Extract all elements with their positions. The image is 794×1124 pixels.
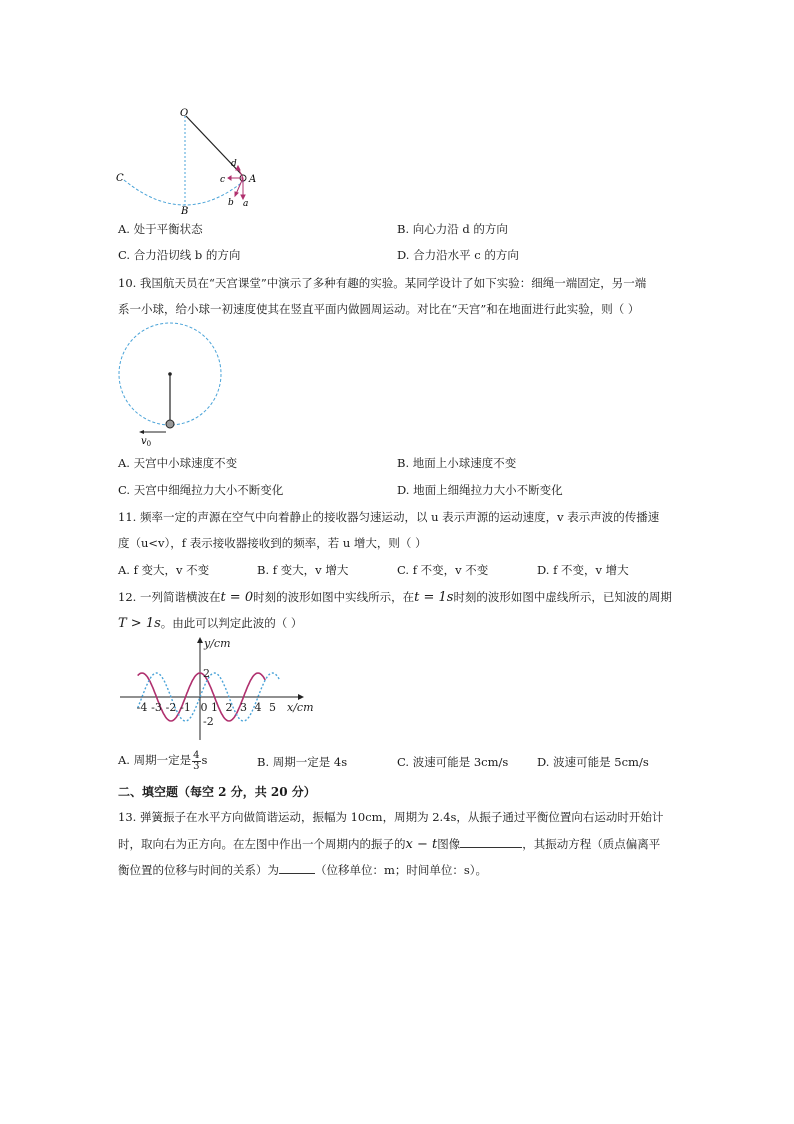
y-tick-label: -2: [203, 715, 214, 728]
velocity-arrowhead: [139, 430, 144, 434]
wave-chart: [115, 635, 335, 745]
q11-option-b[interactable]: B. f 变大，v 增大: [257, 563, 349, 577]
answer-blank-equation[interactable]: [279, 861, 315, 874]
label-a: A: [249, 174, 257, 185]
y-axis-arrow: [197, 637, 203, 643]
q12-option-b[interactable]: B. 周期一定是 4s: [257, 755, 348, 769]
q12-option-c[interactable]: C. 波速可能是 3cm/s: [397, 755, 509, 769]
q11-option-d[interactable]: D. f 不变，v 增大: [537, 563, 629, 577]
q11-option-c[interactable]: C. f 不变，v 不变: [397, 563, 489, 577]
x-tick-label: 3: [240, 701, 247, 714]
x-tick-label: -2: [165, 701, 177, 714]
x-axis-label: x/cm: [287, 701, 314, 714]
q13-stem-line3: 衡位置的位移与时间的关系）为 （位移单位：m；时间单位：s）。: [118, 863, 488, 877]
q12-stem-line1: 12. 一列简谐横波在t = 0时刻的波形如图中实线所示，在t = 1s时刻的波形如图中虚线所示，已知波的周期: [118, 590, 672, 605]
x-tick-label: 0: [200, 701, 208, 714]
vector-b-label: b: [228, 198, 234, 208]
fraction-4-3: $\frac{4}{3}$: [193, 749, 200, 772]
q10-option-b[interactable]: B. 地面上小球速度不变: [397, 456, 517, 470]
q13-stem-line1: 13. 弹簧振子在水平方向做简谐运动，振幅为 10cm，周期为 2.4s，从振子通过平衡位置向右运动时开始计: [118, 810, 664, 824]
label-o: O: [180, 108, 189, 119]
x-tick-label: -3: [151, 701, 162, 714]
q10-stem-line1: 10. 我国航天员在“天宫课堂”中演示了多种有趣的实验。某同学设计了如下实验：细绳一端固定，另一端: [118, 276, 647, 290]
q9-option-d[interactable]: D. 合力沿水平 c 的方向: [397, 248, 519, 262]
q11-stem-line2: 度（u<v），f 表示接收器接收到的频率，若 u 增大，则（ ）: [118, 536, 427, 550]
q12-option-a[interactable]: A. 周期一定是 $\frac{4}{3}$ s: [118, 749, 208, 772]
v0-label: $v_0$: [141, 436, 152, 448]
vector-c-label: c: [220, 175, 226, 185]
q13-stem-line2: 时，取向右为正方向。在左图中作出一个周期内的振子的x − t图像 ，其振动方程（质点偏离平: [118, 837, 661, 852]
section-title-fill-in: 二、填空题（每空 2 分，共 20 分）: [118, 785, 316, 799]
q10-option-d[interactable]: D. 地面上细绳拉力大小不断变化: [397, 483, 563, 497]
q10-option-c[interactable]: C. 天宫中细绳拉力大小不断变化: [118, 483, 284, 497]
x-tick-label: -1: [180, 701, 191, 714]
q12-stem-line2: T > 1s。由此可以判定此波的（ ）: [118, 616, 303, 631]
pendulum-figure: [110, 100, 270, 218]
q12-option-d[interactable]: D. 波速可能是 5cm/s: [537, 755, 649, 769]
q9-option-b[interactable]: B. 向心力沿 d 的方向: [397, 222, 508, 236]
answer-blank-graph[interactable]: [460, 835, 522, 848]
ball: [166, 420, 174, 428]
x-tick-label: 5: [269, 701, 276, 714]
q9-option-a[interactable]: A. 处于平衡状态: [118, 222, 203, 236]
label-b: B: [181, 206, 189, 217]
y-axis-label: y/cm: [204, 637, 231, 650]
q11-stem-line1: 11. 频率一定的声源在空气中向着静止的接收器匀速运动，以 u 表示声源的运动速度，v 表示声波的传播速: [118, 510, 660, 524]
circular-motion-figure: [115, 320, 225, 448]
x-axis-arrow: [298, 694, 304, 700]
q9-option-c[interactable]: C. 合力沿切线 b 的方向: [118, 248, 241, 262]
x-tick-label: -4: [136, 701, 148, 714]
q10-option-a[interactable]: A. 天宫中小球速度不变: [118, 456, 238, 470]
label-c: C: [116, 173, 124, 184]
vector-a-label: a: [243, 199, 249, 209]
x-tick-label: 1: [211, 701, 218, 714]
q11-option-a[interactable]: A. f 变大，v 不变: [118, 563, 210, 577]
q10-stem-line2: 系一小球，给小球一初速度使其在竖直平面内做圆周运动。对比在“天宫”和在地面进行此实验，则（ ）: [118, 302, 640, 316]
y-tick-label: 2: [203, 667, 210, 680]
x-tick-label: 2: [225, 701, 233, 714]
x-tick-label: 4: [254, 701, 262, 714]
vector-d-label: d: [231, 159, 237, 169]
